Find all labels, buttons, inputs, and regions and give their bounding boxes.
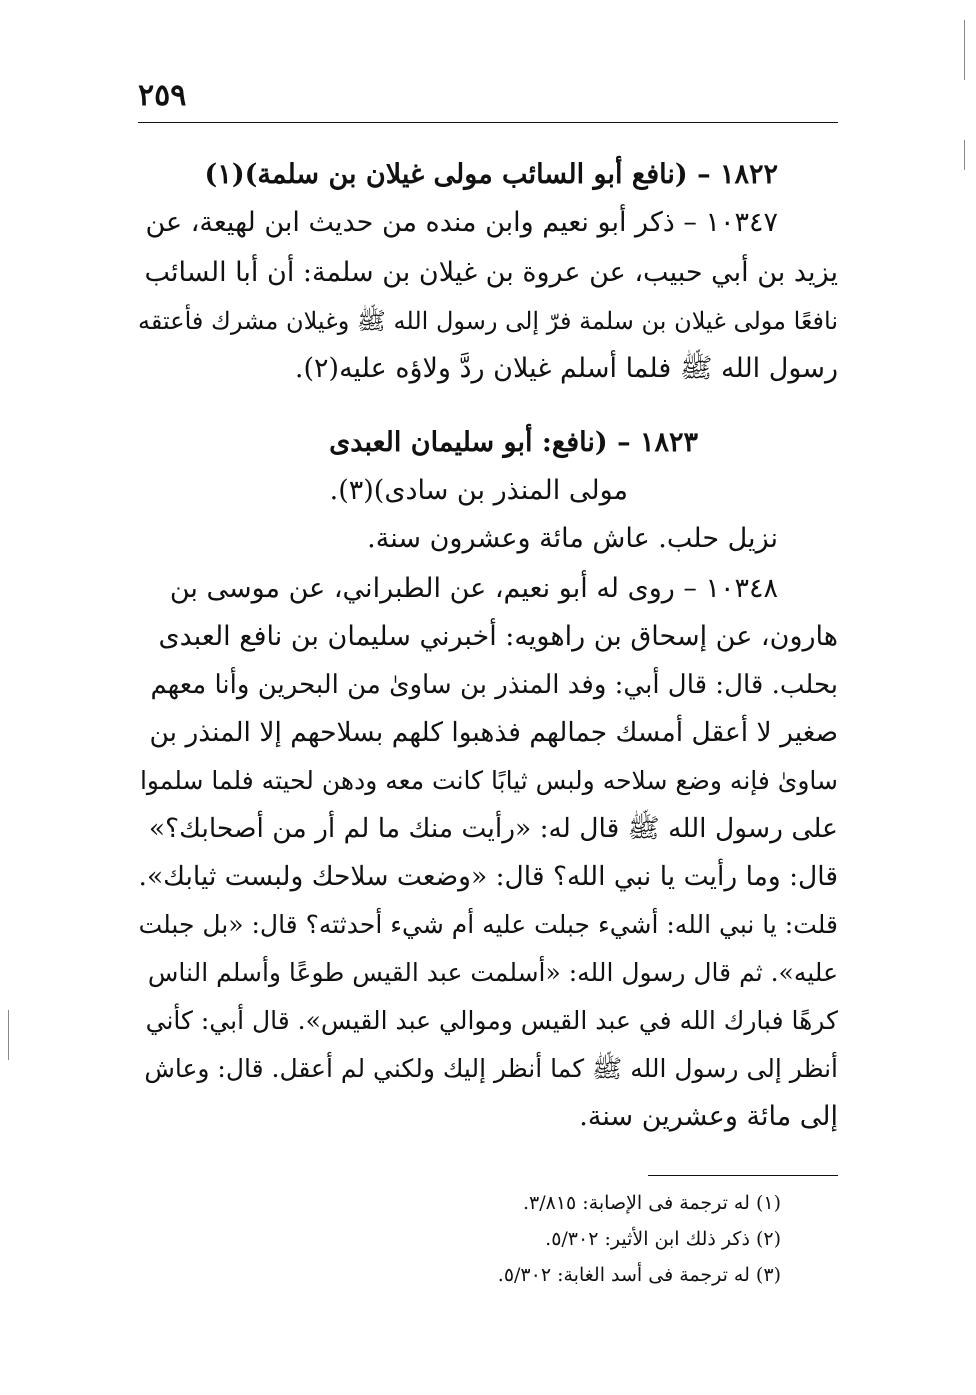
entry-heading-1822: ١٨٢٢ – (نافع أبو السائب مولى غيلان بن سلمة)(١): [204, 159, 778, 190]
text-line: قلت: يا نبي الله: أشيء جبلت عليه أم شيء أحدثته؟ قال: «بل جبلت: [138, 910, 838, 939]
text-line: قال: وما رأيت يا نبي الله؟ قال: «وضعت سلاحك ولبست ثيابك».: [138, 861, 838, 892]
entry-heading-1823: ١٨٢٣ – (نافع: أبو سليمان العبدى: [329, 427, 698, 458]
text-line: كرهًا فبارك الله في عبد القيس وموالي عبد القيس». قال أبي: كأني: [145, 1006, 838, 1035]
text-line: هارون، عن إسحاق بن راهويه: أخبرني سليمان بن نافع العبدى: [158, 621, 838, 652]
text-line: عليه». ثم قال رسول الله: «أسلمت عبد القيس طوعًا وأسلم الناس: [147, 958, 838, 987]
text-line: نزيل حلب. عاش مائة وعشرون سنة.: [367, 523, 778, 554]
scan-edge-mark: [8, 1010, 9, 1060]
text-line: بحلب. قال: قال أبي: وفد المنذر بن ساوىٰ من البحرين وأنا معهم: [150, 670, 838, 700]
text-line: نافعًا مولى غيلان بن سلمة فرّ إلى رسول الله ﷺ وغيلان مشرك فأعتقه: [138, 307, 838, 335]
scan-edge-mark: [964, 20, 965, 80]
scan-edge-mark: [964, 140, 965, 170]
text-line: على رسول الله ﷺ قال له: «رأيت منك ما لم أر من أصحابك؟»: [148, 813, 838, 844]
text-line: إلى مائة وعشرين سنة.: [579, 1101, 838, 1132]
footnote-2: (٢) ذكر ذلك ابن الأثير: ٥/٣٠٢.: [545, 1228, 781, 1250]
page-number: ٢٥٩: [138, 78, 187, 113]
text-line: ساوىٰ فإنه وضع سلاحه ولبس ثيابًا كانت معه ودهن لحيته فلما سلموا: [139, 766, 838, 795]
text-line: ١٠٣٤٧ – ذكر أبو نعيم وابن منده من حديث ابن لهيعة، عن: [145, 207, 778, 238]
header-rule: [138, 122, 838, 123]
text-line: صغير لا أعقل أمسك جمالهم فذهبوا كلهم بسلاحهم إلا المنذر بن: [149, 717, 838, 748]
text-line: مولى المنذر بن سادى)(٣).: [329, 475, 628, 506]
footnote-3: (٣) له ترجمة فى أسد الغابة: ٥/٣٠٢.: [497, 1264, 781, 1286]
text-line: يزيد بن أبي حبيب، عن عروة بن غيلان بن سلمة: أن أبا السائب: [144, 257, 838, 288]
footnote-rule: [648, 1175, 838, 1176]
text-line: رسول الله ﷺ فلما أسلم غيلان ردَّ ولاؤه عليه(٢).: [294, 353, 838, 384]
footnote-1: (١) له ترجمة فى الإصابة: ٣/٨١٥.: [522, 1192, 781, 1214]
text-line: ١٠٣٤٨ – روى له أبو نعيم، عن الطبراني، عن موسى بن: [169, 573, 778, 604]
text-line: أنظر إلى رسول الله ﷺ كما أنظر إليك ولكني لم أعقل. قال: وعاش: [144, 1054, 838, 1083]
